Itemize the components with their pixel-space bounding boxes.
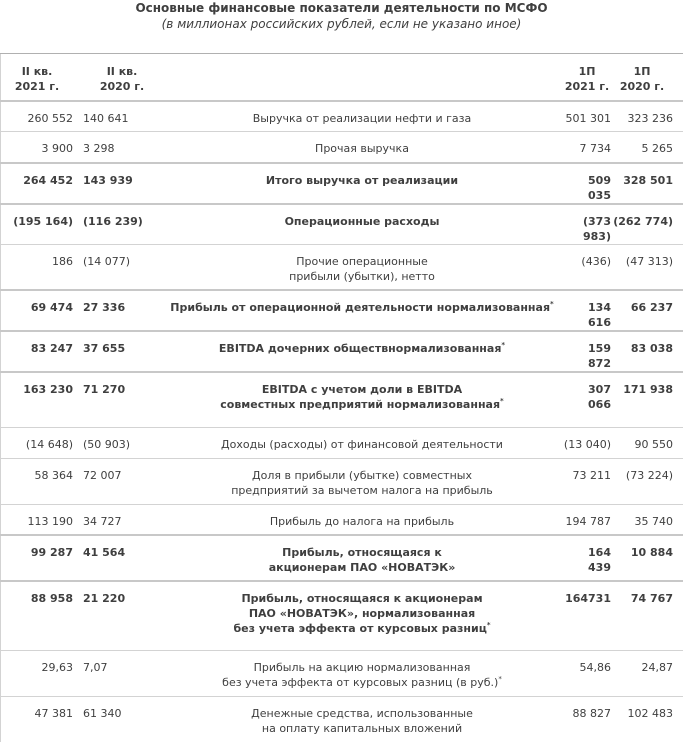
cell-q2-2021: (14 648) [1, 427, 84, 458]
cell-h1-2021: 88 827 [563, 696, 611, 742]
cell-q2-2021: 29,63 [1, 650, 84, 696]
cell-h1-2021: 134 616 [563, 290, 611, 331]
table-header-row [1, 54, 683, 101]
cell-h1-2020: 74 767 [611, 581, 683, 650]
footnote-asterisk: * [487, 621, 491, 629]
table-row [1, 101, 683, 132]
cell-indicator [161, 163, 563, 204]
financial-table [0, 53, 683, 742]
cell-h1-2021: 164731 [563, 581, 611, 650]
cell-h1-2020: 5 265 [611, 132, 683, 163]
table-row [1, 132, 683, 163]
cell-h1-2021: 159 872 [563, 331, 611, 372]
cell-h1-2021: 73 211 [563, 458, 611, 504]
footnote-asterisk: * [501, 341, 505, 349]
cell-h1-2020: 90 550 [611, 427, 683, 458]
cell-q2-2021: 47 381 [1, 696, 84, 742]
indicator-label-line: Прочие операционные [296, 255, 428, 268]
indicator-label-line: Прибыль, относящаяся к [282, 546, 442, 559]
cell-indicator [161, 458, 563, 504]
cell-indicator [161, 535, 563, 581]
indicator-label-line: совместных предприятий нормализованная [220, 398, 500, 411]
indicator-label-line: EBITDA дочерних обществнормализованная [219, 342, 501, 355]
cell-indicator [161, 101, 563, 132]
table-row [1, 504, 683, 535]
indicator-label-line: на оплату капитальных вложений [262, 722, 462, 735]
indicator-label-line: предприятий за вычетом налога на прибыль [231, 484, 493, 497]
cell-q2-2020: (50 903) [83, 427, 161, 458]
cell-q2-2021: 186 [1, 244, 84, 290]
indicator-label-line: Прибыль, относящаяся к акционерам [241, 592, 482, 605]
cell-h1-2021: 164 439 [563, 535, 611, 581]
table-row [1, 535, 683, 581]
table-row [1, 163, 683, 204]
cell-indicator [161, 331, 563, 372]
cell-q2-2020: 71 270 [83, 372, 161, 427]
indicator-label-line: Прибыль от операционной деятельности нормализованная [170, 301, 550, 314]
indicator-label-line: Доходы (расходы) от финансовой деятельности [221, 438, 503, 451]
cell-indicator [161, 504, 563, 535]
cell-h1-2021: (436) [563, 244, 611, 290]
cell-q2-2020: 143 939 [83, 163, 161, 204]
cell-q2-2021: 163 230 [1, 372, 84, 427]
header-h1-2021: 1П 2021 г. [563, 54, 611, 101]
cell-h1-2021: (13 040) [563, 427, 611, 458]
cell-q2-2021: 113 190 [1, 504, 84, 535]
cell-q2-2020: 7,07 [83, 650, 161, 696]
cell-indicator [161, 696, 563, 742]
cell-h1-2021: 501 301 [563, 101, 611, 132]
cell-h1-2020: (262 774) [611, 204, 683, 245]
cell-h1-2020: 35 740 [611, 504, 683, 535]
cell-h1-2021: (373 983) [563, 204, 611, 245]
cell-indicator [161, 290, 563, 331]
indicator-label-line: Прибыль на акцию нормализованная [254, 661, 471, 674]
footnote-asterisk: * [500, 397, 504, 405]
cell-h1-2021: 307 066 [563, 372, 611, 427]
indicator-label-line: прибыли (убытки), нетто [289, 270, 435, 283]
table-row [1, 372, 683, 427]
cell-h1-2020: 24,87 [611, 650, 683, 696]
cell-h1-2021: 54,86 [563, 650, 611, 696]
cell-h1-2021: 509 035 [563, 163, 611, 204]
cell-h1-2020: 323 236 [611, 101, 683, 132]
header-h1-2020: 1П 2020 г. [611, 54, 683, 101]
cell-indicator [161, 372, 563, 427]
indicator-label-line: без учета эффекта от курсовых разниц (в руб.) [222, 676, 498, 689]
indicator-label-line: Доля в прибыли (убытке) совместных [252, 469, 472, 482]
cell-q2-2021: (195 164) [1, 204, 84, 245]
cell-q2-2020: 72 007 [83, 458, 161, 504]
cell-h1-2020: 83 038 [611, 331, 683, 372]
cell-q2-2020: 21 220 [83, 581, 161, 650]
indicator-label-line: Прочая выручка [315, 142, 409, 155]
cell-h1-2020: (47 313) [611, 244, 683, 290]
cell-q2-2021: 83 247 [1, 331, 84, 372]
table-row [1, 427, 683, 458]
table-row [1, 696, 683, 742]
table-row [1, 331, 683, 372]
indicator-label-line: Итого выручка от реализации [266, 174, 458, 187]
cell-q2-2020: 37 655 [83, 331, 161, 372]
table-row [1, 290, 683, 331]
cell-q2-2021: 260 552 [1, 101, 84, 132]
indicator-label-line: Выручка от реализации нефти и газа [253, 112, 471, 125]
cell-h1-2020: 102 483 [611, 696, 683, 742]
cell-q2-2021: 264 452 [1, 163, 84, 204]
table-row [1, 244, 683, 290]
cell-h1-2021: 194 787 [563, 504, 611, 535]
cell-q2-2020: 34 727 [83, 504, 161, 535]
indicator-label-line: Денежные средства, использованные [251, 707, 473, 720]
header-indicator [161, 54, 563, 101]
footnote-asterisk: * [498, 675, 502, 683]
cell-h1-2020: 171 938 [611, 372, 683, 427]
cell-h1-2021: 7 734 [563, 132, 611, 163]
report-title: Основные финансовые показатели деятельности по МСФО [0, 0, 683, 16]
cell-q2-2020: 3 298 [83, 132, 161, 163]
cell-h1-2020: (73 224) [611, 458, 683, 504]
cell-q2-2020: 41 564 [83, 535, 161, 581]
cell-q2-2020: 27 336 [83, 290, 161, 331]
indicator-label-line: без учета эффекта от курсовых разниц [233, 622, 486, 635]
table-row [1, 204, 683, 245]
indicator-label-line: ПАО «НОВАТЭК», нормализованная [249, 607, 475, 620]
cell-q2-2021: 69 474 [1, 290, 84, 331]
report-subtitle: (в миллионах российских рублей, если не указано иное) [0, 16, 683, 32]
cell-q2-2020: (14 077) [83, 244, 161, 290]
cell-indicator [161, 244, 563, 290]
footnote-asterisk: * [550, 300, 554, 308]
table-row [1, 650, 683, 696]
indicator-label-line: акционерам ПАО «НОВАТЭК» [269, 561, 456, 574]
cell-q2-2021: 58 364 [1, 458, 84, 504]
cell-indicator [161, 427, 563, 458]
cell-q2-2021: 99 287 [1, 535, 84, 581]
cell-indicator [161, 132, 563, 163]
header-q2-2021: II кв. 2021 г. [1, 54, 84, 101]
cell-q2-2021: 3 900 [1, 132, 84, 163]
cell-indicator [161, 650, 563, 696]
table-row [1, 581, 683, 650]
cell-h1-2020: 66 237 [611, 290, 683, 331]
header-q2-2020: II кв. 2020 г. [83, 54, 161, 101]
cell-h1-2020: 10 884 [611, 535, 683, 581]
table-row [1, 458, 683, 504]
cell-h1-2020: 328 501 [611, 163, 683, 204]
indicator-label-line: EBITDA с учетом доли в EBITDA [262, 383, 462, 396]
cell-q2-2021: 88 958 [1, 581, 84, 650]
indicator-label-line: Операционные расходы [285, 215, 440, 228]
cell-q2-2020: (116 239) [83, 204, 161, 245]
cell-indicator [161, 581, 563, 650]
indicator-label-line: Прибыль до налога на прибыль [270, 515, 454, 528]
cell-indicator [161, 204, 563, 245]
cell-q2-2020: 140 641 [83, 101, 161, 132]
cell-q2-2020: 61 340 [83, 696, 161, 742]
